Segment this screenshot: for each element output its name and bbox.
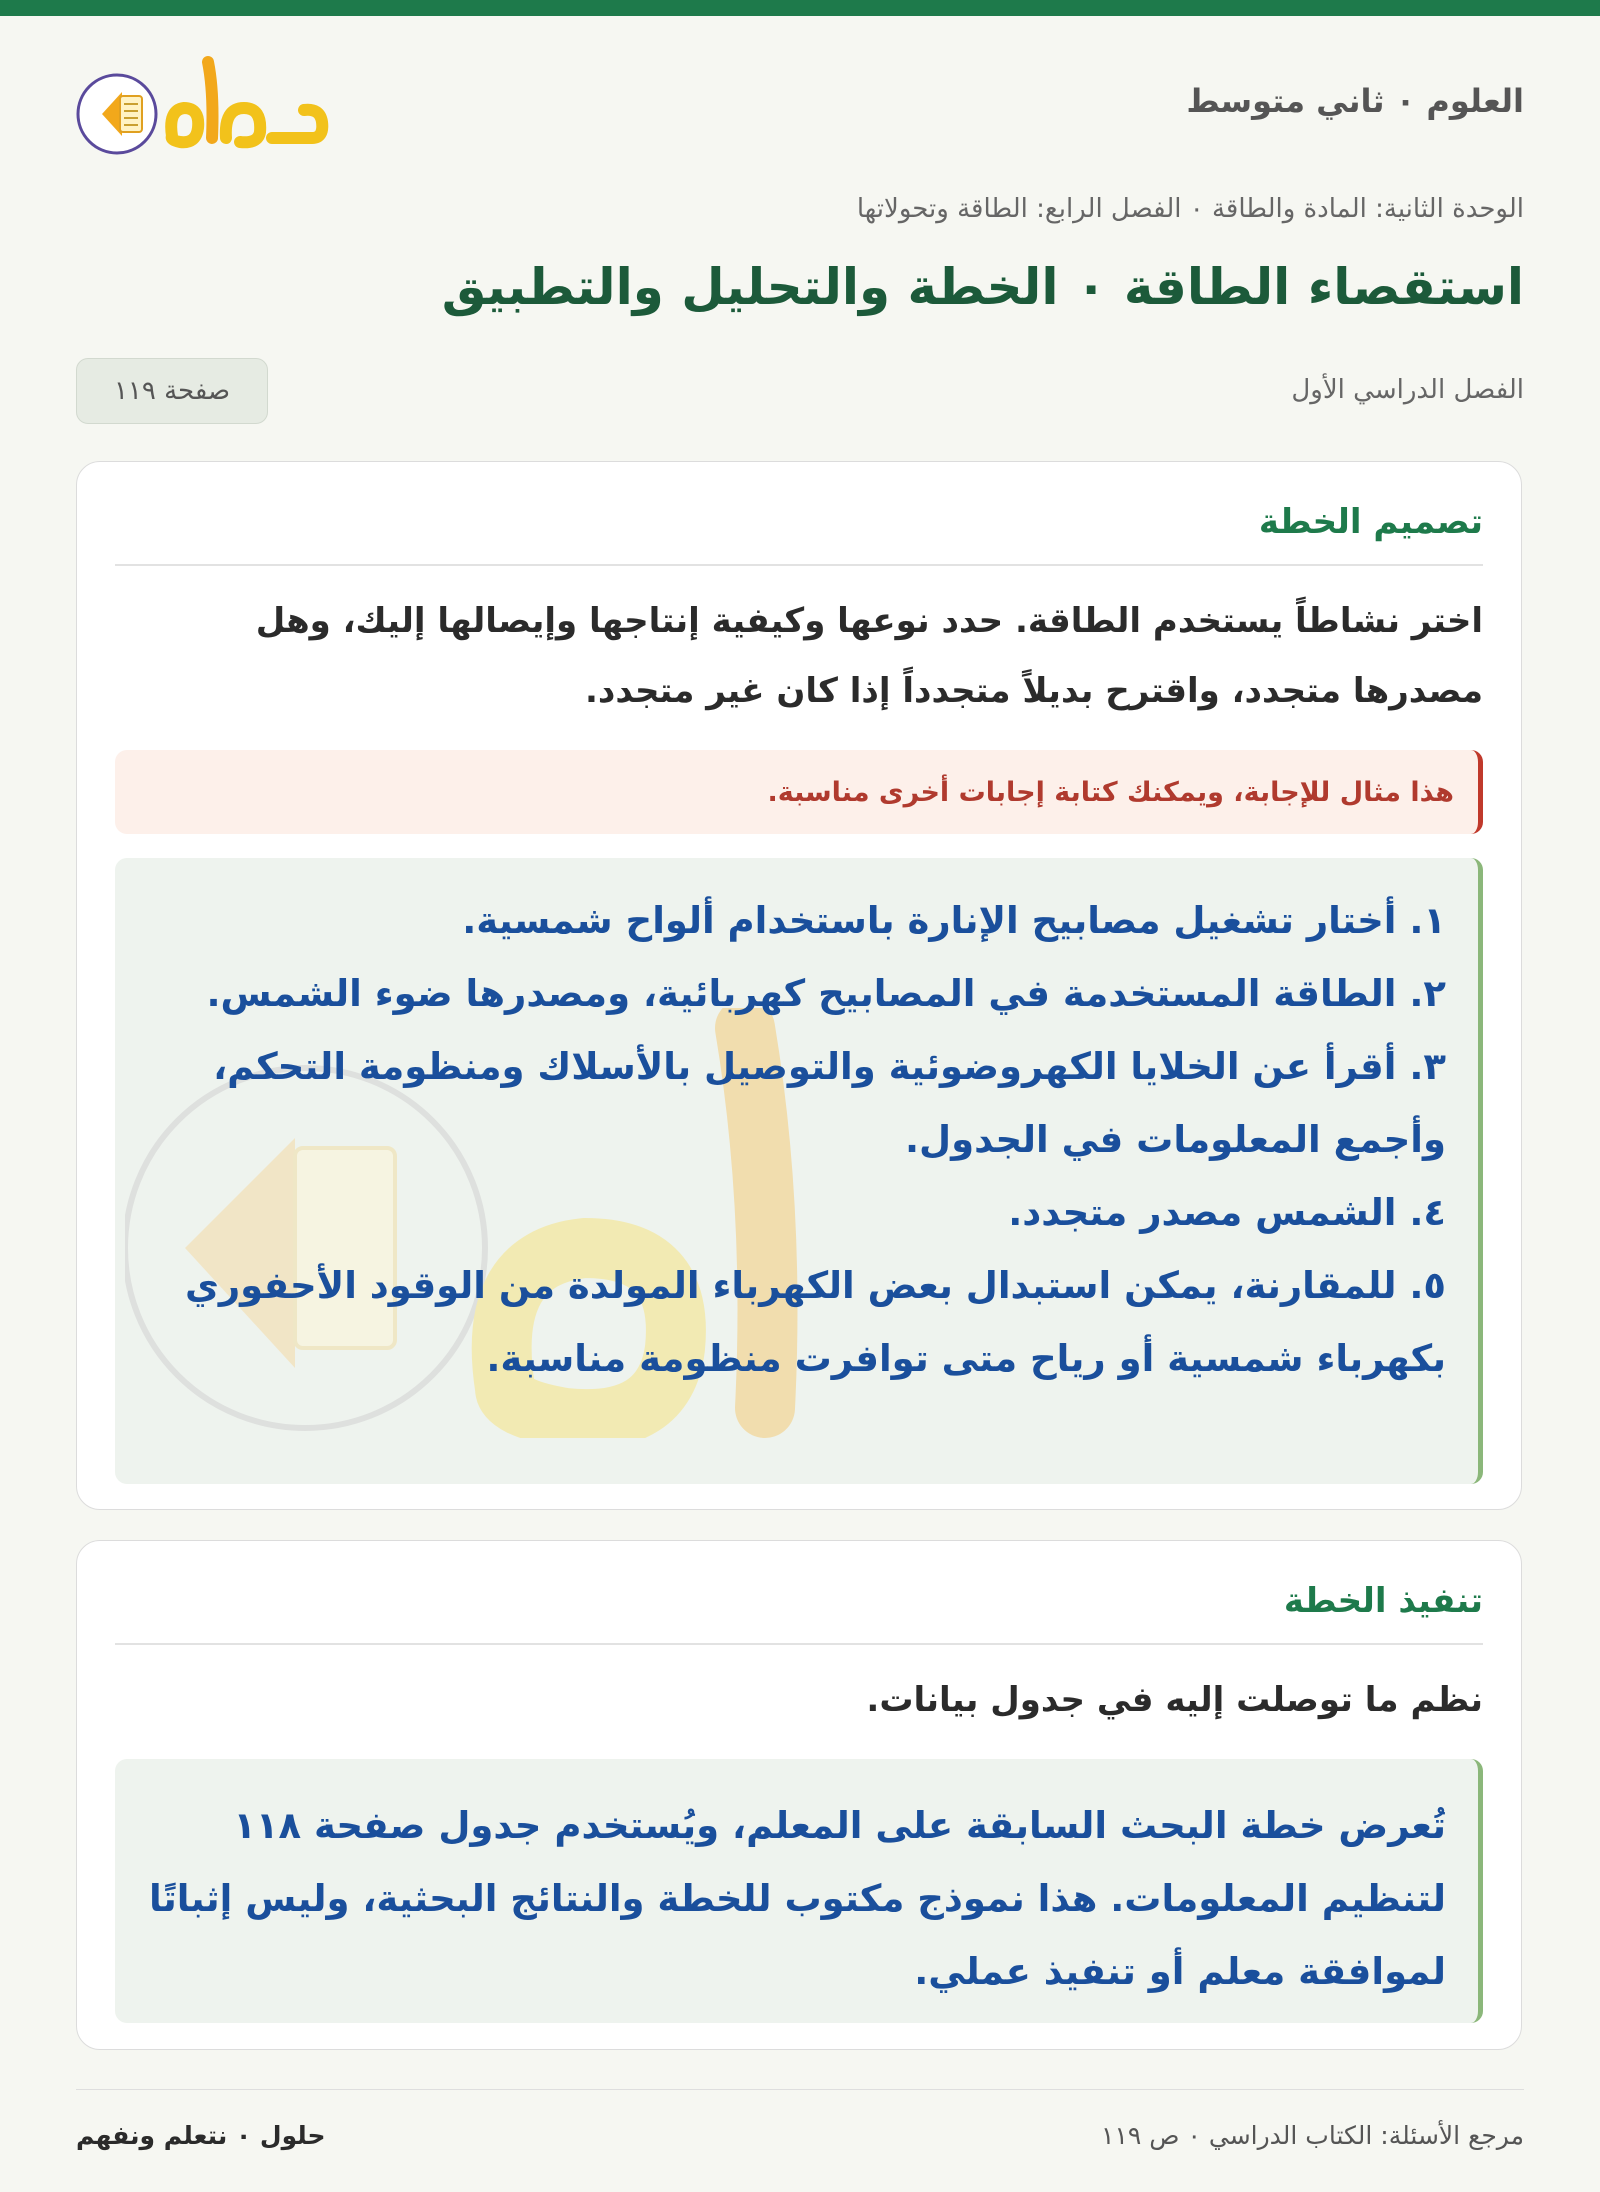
plan-design-card xyxy=(76,461,1522,1510)
section-heading: تنفيذ الخطة xyxy=(115,1541,1483,1645)
answer-list xyxy=(147,884,1446,1395)
question-text: نظم ما توصلت إليه في جدول بيانات. xyxy=(866,1680,1483,1720)
semester-label: الفصل الدراسي الأول xyxy=(1291,375,1524,405)
footer-reference: مرجع الأسئلة: الكتاب الدراسي ٠ ص ١١٩ xyxy=(1101,2121,1524,2150)
footer-divider xyxy=(76,2089,1524,2090)
top-accent-bar xyxy=(0,0,1600,16)
answer-box xyxy=(115,1759,1483,2023)
hulul-logo[interactable] xyxy=(76,52,336,162)
example-note: هذا مثال للإجابة، ويمكنك كتابة إجابات أخرى مناسبة. xyxy=(115,750,1483,834)
answer-line: ٣. أقرأ عن الخلايا الكهروضوئية والتوصيل بالأسلاك ومنظومة التحكم، وأجمع المعلومات في الجدول. xyxy=(213,1045,1446,1161)
answer-text: تُعرض خطة البحث السابقة على المعلم، ويُستخدم جدول صفحة ١١٨ لتنظيم المعلومات. هذا نموذج مكتوب للخطة والنتائج البحثية، وليس إثباتًا لموافقة معلم أو تنفيذ عملي. xyxy=(148,1804,1446,1993)
answer-line: ٤. الشمس مصدر متجدد. xyxy=(1008,1191,1446,1234)
footer-brand: حلول ٠ نتعلم ونفهم xyxy=(76,2121,326,2150)
answer-line: ٢. الطاقة المستخدمة في المصابيح كهربائية، ومصدرها ضوء الشمس. xyxy=(206,972,1446,1015)
page-number-badge: صفحة ١١٩ xyxy=(76,358,268,424)
subject-label: العلوم ٠ ثاني متوسط xyxy=(1186,82,1524,120)
breadcrumb: الوحدة الثانية: المادة والطاقة ٠ الفصل الرابع: الطاقة وتحولاتها xyxy=(856,194,1524,224)
answer-line: ١. أختار تشغيل مصابيح الإنارة باستخدام ألواح شمسية. xyxy=(462,899,1446,942)
plan-execution-card xyxy=(76,1540,1522,2050)
answer-box xyxy=(115,858,1483,1484)
page-header xyxy=(76,52,1524,162)
page-title: استقصاء الطاقة ٠ الخطة والتحليل والتطبيق xyxy=(441,258,1524,316)
question-text: اختر نشاطاً يستخدم الطاقة. حدد نوعها وكيفية إنتاجها وإيصالها إليك، وهل مصدرها متجدد، واقترح بديلاً متجدداً إذا كان غير متجدد. xyxy=(255,601,1483,711)
section-heading: تصميم الخطة xyxy=(115,462,1483,566)
answer-line: ٥. للمقارنة، يمكن استبدال بعض الكهرباء المولدة من الوقود الأحفوري بكهرباء شمسية أو رياح متى توافرت منظومة مناسبة. xyxy=(184,1264,1446,1380)
